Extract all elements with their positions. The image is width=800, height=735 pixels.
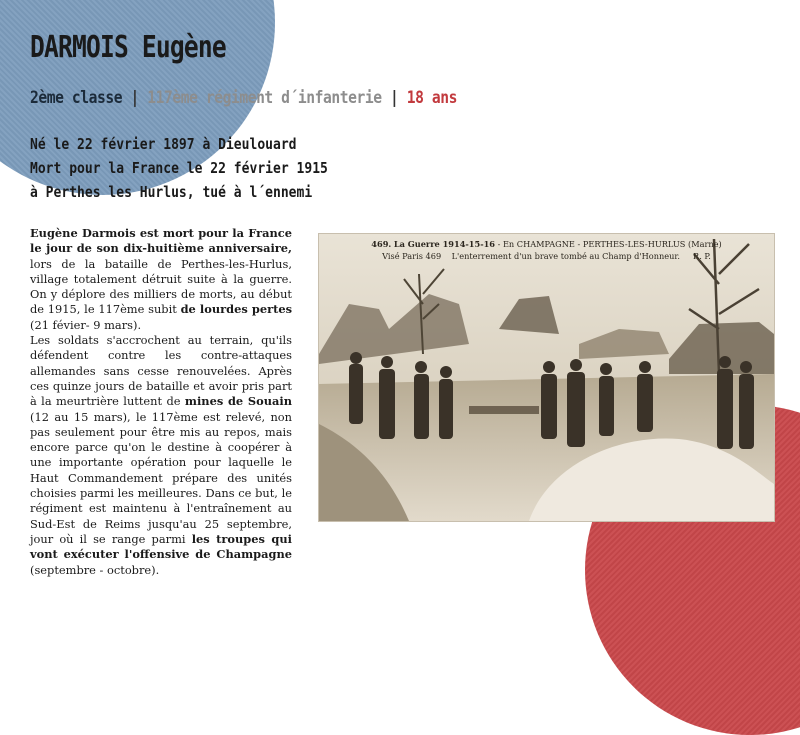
subtitle-age: 18 ans	[406, 88, 458, 108]
caption-region: - En CHAMPAGNE -	[494, 239, 583, 249]
emphasis: de lourdes pertes	[180, 302, 292, 317]
page-title: DARMOIS Eugène	[30, 30, 226, 65]
caption-line-2	[319, 250, 774, 262]
text: (septembre - octobre).	[30, 562, 160, 577]
postcard-caption	[319, 238, 774, 262]
caption-visa: Visé Paris 469	[382, 251, 442, 261]
text: (21 févier- 9 mars).	[30, 317, 142, 332]
text: Les soldats s'accrochent au terrain, qu'ils défendent contre les contre-attaques allemandes sans cesse renouvelées. Après ces quinze jours de bataille et avoir pris part à la meurtrière luttent de	[30, 333, 292, 409]
text: (12 au 15 mars), le 117ème est relevé, non pas seulement pour être mis au repos, mais encore parce qu'on le destine à coopérer à une importante opération pour laquelle le Haut Commandement prépare des unités choisies parmi les meilleures. Dans ce but, le régiment est maintenu à l'entraînement au Sud-Est de Reims jusqu'au 25 septembre, jour où il se range parmi	[30, 409, 292, 546]
caption-text: L'enterrement d'un brave tombé au Champ d'Honneur.	[451, 251, 681, 261]
subtitle-grade: 2ème classe	[30, 88, 123, 108]
caption-series: La Guerre 1914-15-16	[393, 239, 495, 249]
emphasis: mines de Souain	[184, 394, 292, 409]
biography-paragraph-1	[30, 226, 292, 333]
text: lors de la bataille de Perthes-les-Hurlus, village totalement détruit suite à la guerre. On y déplore des milliers de morts, au début de 1915, le 117ème subit	[30, 256, 292, 317]
info-place: à Perthes les Hurlus, tué à l´ennemi	[30, 183, 313, 201]
caption-number: 469.	[371, 239, 392, 249]
emphasis: les troupes qui vont exécuter l'offensive de Champagne	[30, 531, 292, 562]
postcard-illustration	[319, 234, 774, 521]
historical-postcard-photo	[318, 233, 775, 522]
birth-death-info	[30, 132, 328, 204]
subtitle-separator: |	[122, 88, 148, 108]
biography-text	[30, 226, 292, 578]
info-death: Mort pour la France le 22 février 1915	[30, 159, 328, 177]
subtitle-regiment: 117ème régiment d´infanterie	[147, 88, 382, 108]
subtitle-separator: |	[381, 88, 407, 108]
caption-rp: R. P.	[693, 251, 711, 261]
caption-line-1	[319, 238, 774, 250]
info-birth: Né le 22 février 1897 à Dieulouard	[30, 135, 297, 153]
biography-paragraph-2	[30, 333, 292, 578]
subtitle	[30, 88, 457, 108]
emphasis: Eugène Darmois est mort pour la France le jour de son dix-huitième anniversaire,	[30, 226, 292, 256]
caption-place: PERTHES-LES-HURLUS (Marne)	[582, 239, 722, 249]
